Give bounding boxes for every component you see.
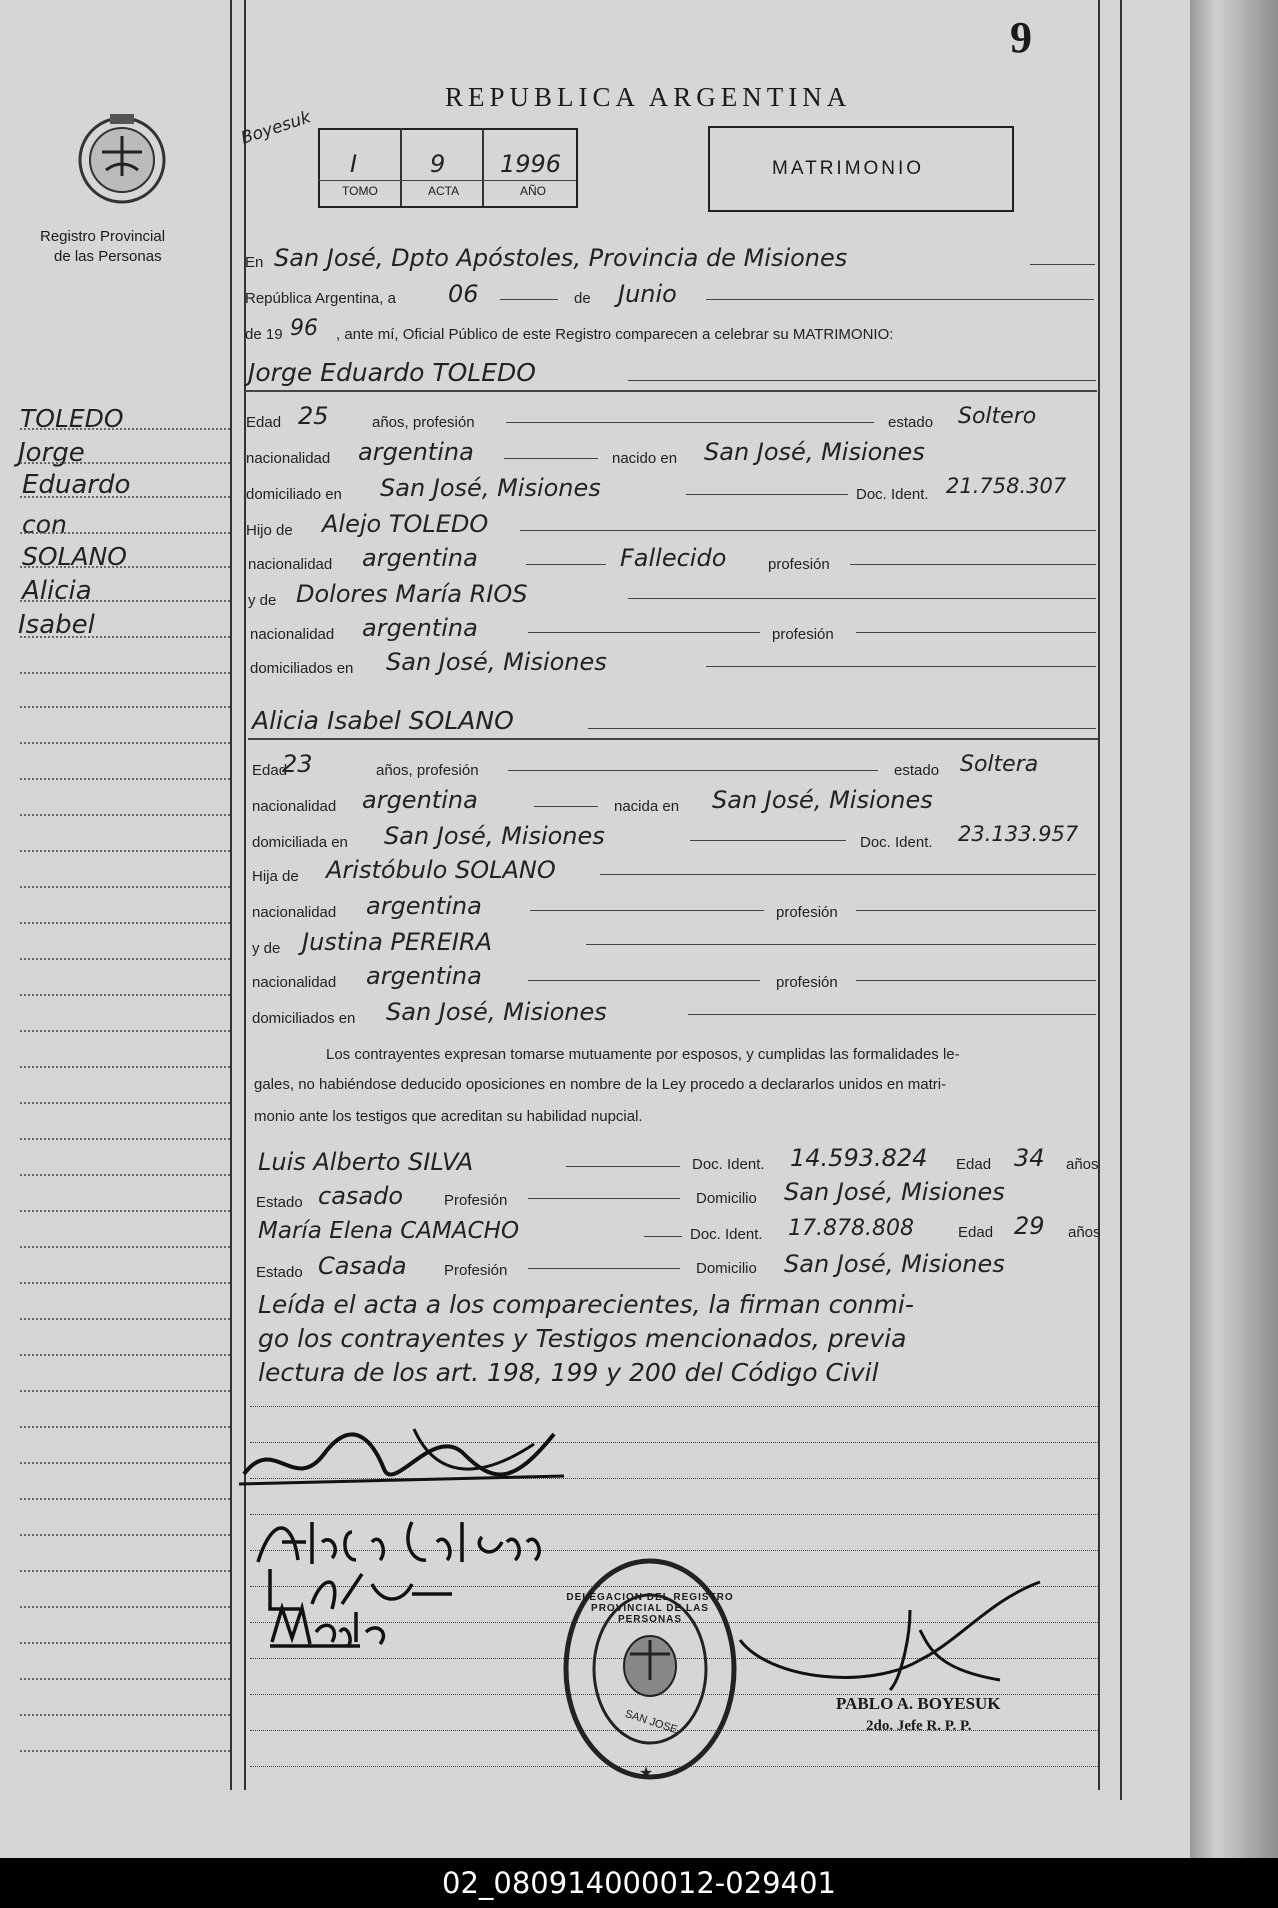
margin-line: [20, 1606, 230, 1608]
bride-profesion-label: años, profesión: [376, 762, 479, 779]
witness2-edad-label: Edad: [958, 1224, 994, 1241]
fill-line: [628, 380, 1096, 381]
closing-line-3: lectura de los art. 198, 199 y 200 del Código Civil: [258, 1358, 879, 1387]
province-crest-icon: [74, 112, 170, 212]
fill-line: [690, 840, 846, 841]
bride-mother: Justina PEREIRA: [302, 928, 493, 956]
bride-mother-prof-label: profesión: [776, 974, 838, 991]
margin-line: [20, 850, 230, 852]
groom-birthplace: San José, Misiones: [704, 438, 925, 466]
fill-line: [526, 564, 606, 565]
bride-age: 23: [282, 750, 313, 778]
svg-text:★: ★: [638, 1765, 654, 1782]
bride-mother-nationality: argentina: [366, 962, 482, 990]
registry-label-2: de las Personas: [54, 248, 162, 265]
witness2-estado: Casada: [318, 1252, 407, 1280]
fill-line: [528, 980, 760, 981]
bride-birthplace: San José, Misiones: [712, 786, 933, 814]
groom-nationality: argentina: [358, 438, 474, 466]
fill-line: [528, 632, 760, 633]
fill-line: [688, 1014, 1096, 1015]
bride-domicile: San José, Misiones: [384, 822, 605, 850]
margin-line: [20, 532, 230, 534]
margin-line: [20, 706, 230, 708]
witness2-domicilio-label: Domicilio: [696, 1260, 757, 1277]
bride-name: Alicia Isabel SOLANO: [252, 706, 514, 735]
declaration-line-1: Los contrayentes expresan tomarse mutuamente por esposos, y cumplidas las formalidades le-: [326, 1046, 960, 1063]
declaration-line-2: gales, no habiéndose deducido oposiciones en nombre de la Ley procedo a declararlos unidos en matri-: [254, 1076, 947, 1093]
witness2-doc: 17.878.808: [788, 1216, 914, 1241]
acta-value: 9: [430, 150, 446, 178]
right-border-outer: [1120, 0, 1122, 1800]
margin-line: [20, 1066, 230, 1068]
country-title: REPUBLICA ARGENTINA: [445, 82, 852, 112]
groom-nacido-label: nacido en: [612, 450, 678, 467]
fill-line: [706, 666, 1096, 667]
tomo-label: TOMO: [342, 184, 378, 198]
margin-line: [20, 1390, 230, 1392]
margin-name-5: SOLANO: [22, 542, 127, 571]
handwritten-annotation: Boyesuk: [238, 107, 314, 149]
witness2-name: María Elena CAMACHO: [258, 1218, 520, 1244]
registry-label-1: Registro Provincial: [40, 228, 166, 245]
witness1-estado-label: Estado: [256, 1194, 303, 1211]
groom-hijo-label: Hijo de: [246, 522, 293, 539]
margin-line: [20, 428, 230, 430]
margin-line: [20, 1030, 230, 1032]
day-value: 06: [448, 280, 479, 308]
margin-line: [20, 1750, 230, 1752]
margin-line: [20, 462, 230, 464]
ano-value: 1996: [500, 150, 562, 178]
margin-line: [20, 1138, 230, 1140]
margin-line: [20, 1462, 230, 1464]
groom-dom-label: domiciliado en: [246, 486, 342, 503]
groom-father-nat-label: nacionalidad: [248, 556, 333, 573]
closing-line-1: Leída el acta a los comparecientes, la firman conmi-: [258, 1290, 914, 1319]
witness2-domicile: San José, Misiones: [784, 1250, 1005, 1278]
margin-line: [20, 1102, 230, 1104]
groom-age: 25: [298, 402, 329, 430]
bride-dom-label: domiciliada en: [252, 834, 348, 851]
section-rule: [248, 738, 1098, 740]
margin-line: [20, 958, 230, 960]
fill-line: [534, 806, 598, 807]
stamp-bottom-text: SAN JOSE: [623, 1707, 679, 1737]
republica-label: República Argentina, a: [245, 290, 396, 307]
margin-line: [20, 566, 230, 568]
tomo-value: I: [350, 150, 358, 178]
bride-doc-label: Doc. Ident.: [860, 834, 933, 851]
closing-line-2: go los contrayentes y Testigos mencionados, previa: [258, 1324, 907, 1353]
fill-line: [504, 458, 598, 459]
bride-hija-label: Hija de: [252, 868, 299, 885]
margin-line: [20, 1354, 230, 1356]
margin-name-4: con: [22, 510, 67, 539]
witness1-prof-label: Profesión: [444, 1192, 508, 1209]
groom-estado: Soltero: [958, 404, 1037, 429]
bride-nationality: argentina: [362, 786, 478, 814]
margin-line: [20, 1498, 230, 1500]
box-divider-1: [400, 128, 402, 206]
box-divider-2: [482, 128, 484, 206]
groom-doc: 21.758.307: [946, 474, 1067, 498]
groom-doc-label: Doc. Ident.: [856, 486, 929, 503]
margin-line: [20, 1282, 230, 1284]
witness1-edad-label: Edad: [956, 1156, 992, 1173]
groom-profesion-label: años, profesión: [372, 414, 475, 431]
bride-nacida-label: nacida en: [614, 798, 680, 815]
fill-line: [850, 564, 1096, 565]
bride-father-prof-label: profesión: [776, 904, 838, 921]
footer-code: 02_080914000012-029401: [0, 1858, 1278, 1908]
bride-father-nationality: argentina: [366, 892, 482, 920]
fill-line: [856, 910, 1096, 911]
right-border: [1098, 0, 1100, 1790]
witness2-estado-label: Estado: [256, 1264, 303, 1281]
official-stamp: [560, 1554, 740, 1784]
fill-line: [628, 598, 1096, 599]
de-label: de: [574, 290, 591, 307]
fill-line: [520, 530, 1096, 531]
groom-estado-label: estado: [888, 414, 934, 431]
margin-line: [20, 496, 230, 498]
margin-name-7: Isabel: [18, 610, 95, 640]
groom-parents-dom-label: domiciliados en: [250, 660, 354, 677]
fill-line: [856, 632, 1096, 633]
margin-line: [20, 1174, 230, 1176]
fill-line: [644, 1236, 682, 1237]
witness2-doc-label: Doc. Ident.: [690, 1226, 763, 1243]
stamp-ring-text: DELEGACION DEL REGISTRO PROVINCIAL DE LAS PERSONAS: [566, 1592, 734, 1625]
margin-line: [20, 1642, 230, 1644]
year-prefix: de 19: [245, 326, 283, 343]
margin-line: [20, 1246, 230, 1248]
witness1-age: 34: [1014, 1144, 1045, 1172]
bride-doc: 23.133.957: [958, 822, 1079, 846]
margin-line: [20, 1426, 230, 1428]
fill-line: [508, 770, 878, 771]
groom-mother-nationality: argentina: [362, 614, 478, 642]
margin-line: [20, 1714, 230, 1716]
witness1-estado: casado: [318, 1182, 404, 1210]
margin-line: [20, 814, 230, 816]
margin-line: [20, 600, 230, 602]
fill-line: [528, 1268, 680, 1269]
margin-line: [20, 1678, 230, 1680]
en-label: En: [245, 254, 264, 271]
margin-line: [20, 672, 230, 674]
margin-line: [20, 886, 230, 888]
groom-mother: Dolores María RIOS: [296, 580, 528, 608]
witness1-doc-label: Doc. Ident.: [692, 1156, 765, 1173]
margin-line: [20, 742, 230, 744]
place-value: San José, Dpto Apóstoles, Provincia de Misiones: [274, 244, 848, 272]
section-rule: [245, 390, 1097, 392]
margin-line: [20, 994, 230, 996]
groom-father-status: Fallecido: [620, 544, 727, 572]
margin-line: [20, 1534, 230, 1536]
witness1-domicile: San José, Misiones: [784, 1178, 1005, 1206]
margin-line: [20, 922, 230, 924]
margin-line: [20, 1210, 230, 1212]
bride-nat-label: nacionalidad: [252, 798, 337, 815]
groom-nat-label: nacionalidad: [246, 450, 331, 467]
officer-name: PABLO A. BOYESUK: [836, 1694, 1001, 1713]
margin-name-3: Eduardo: [22, 470, 131, 500]
margin-line: [20, 1318, 230, 1320]
groom-father: Alejo TOLEDO: [322, 510, 489, 538]
witness1-domicilio-label: Domicilio: [696, 1190, 757, 1207]
bride-edad-label: Edad: [252, 762, 288, 779]
bride-estado: Soltera: [960, 752, 1039, 777]
bride-mother-nat-label: nacionalidad: [252, 974, 337, 991]
bride-father: Aristóbulo SOLANO: [326, 856, 556, 884]
year-suffix: 96: [290, 316, 318, 341]
fill-line: [706, 299, 1094, 300]
groom-edad-label: Edad: [246, 414, 282, 431]
margin-line: [20, 636, 230, 638]
acta-label: ACTA: [428, 184, 460, 198]
margin-name-6: Alicia: [22, 576, 92, 606]
fill-line: [566, 1166, 680, 1167]
ano-label: AÑO: [520, 184, 547, 198]
fill-line: [588, 728, 1096, 729]
groom-mother-nat-label: nacionalidad: [250, 626, 335, 643]
groom-parents-domicile: San José, Misiones: [386, 648, 607, 676]
groom-mother-prof-label: profesión: [772, 626, 834, 643]
witness2-prof-label: Profesión: [444, 1262, 508, 1279]
margin-name-2: Jorge: [18, 438, 85, 468]
groom-signature: [234, 1414, 574, 1504]
groom-father-nationality: argentina: [362, 544, 478, 572]
margin-name-1: TOLEDO: [20, 404, 124, 433]
fill-line: [506, 422, 874, 423]
act-type-label: MATRIMONIO: [772, 158, 925, 179]
page-edge-shadow: [1190, 0, 1278, 1858]
groom-yde-label: y de: [248, 592, 277, 609]
groom-father-prof-label: profesión: [768, 556, 830, 573]
margin-divider: [230, 0, 232, 1790]
bride-signature: [252, 1512, 552, 1572]
page-number: 9: [1010, 13, 1032, 62]
bride-parents-domicile: San José, Misiones: [386, 998, 607, 1026]
margin-line: [20, 778, 230, 780]
officer-signature: [730, 1580, 1060, 1700]
bride-parents-dom-label: domiciliados en: [252, 1010, 356, 1027]
declaration-line-3: monio ante los testigos que acreditan su habilidad nupcial.: [254, 1108, 643, 1125]
witness2-age: 29: [1014, 1212, 1045, 1240]
fill-line: [686, 494, 848, 495]
groom-name: Jorge Eduardo TOLEDO: [248, 358, 536, 387]
sig-line: [250, 1406, 1098, 1407]
box-divider-h: [318, 180, 576, 181]
officer-title: 2do. Jefe R. P. P.: [866, 1718, 972, 1734]
witness1-name: Luis Alberto SILVA: [258, 1148, 474, 1176]
fill-line: [586, 944, 1096, 945]
witness2-anos-label: años: [1068, 1224, 1101, 1241]
bride-estado-label: estado: [894, 762, 940, 779]
month-value: Junio: [618, 280, 677, 308]
fill-line: [1030, 264, 1095, 265]
fill-line: [600, 874, 1096, 875]
witness1-anos-label: años: [1066, 1156, 1099, 1173]
fill-line: [500, 299, 558, 300]
witness2-signature: [266, 1602, 406, 1650]
groom-domicile: San José, Misiones: [380, 474, 601, 502]
intro-rest: , ante mí, Oficial Público de este Registro comparecen a celebrar su MATRIMONIO:: [336, 326, 894, 343]
fill-line: [528, 1198, 680, 1199]
fill-line: [530, 910, 764, 911]
bride-yde-label: y de: [252, 940, 281, 957]
bride-father-nat-label: nacionalidad: [252, 904, 337, 921]
fill-line: [856, 980, 1096, 981]
margin-line: [20, 1570, 230, 1572]
witness1-doc: 14.593.824: [790, 1144, 928, 1172]
